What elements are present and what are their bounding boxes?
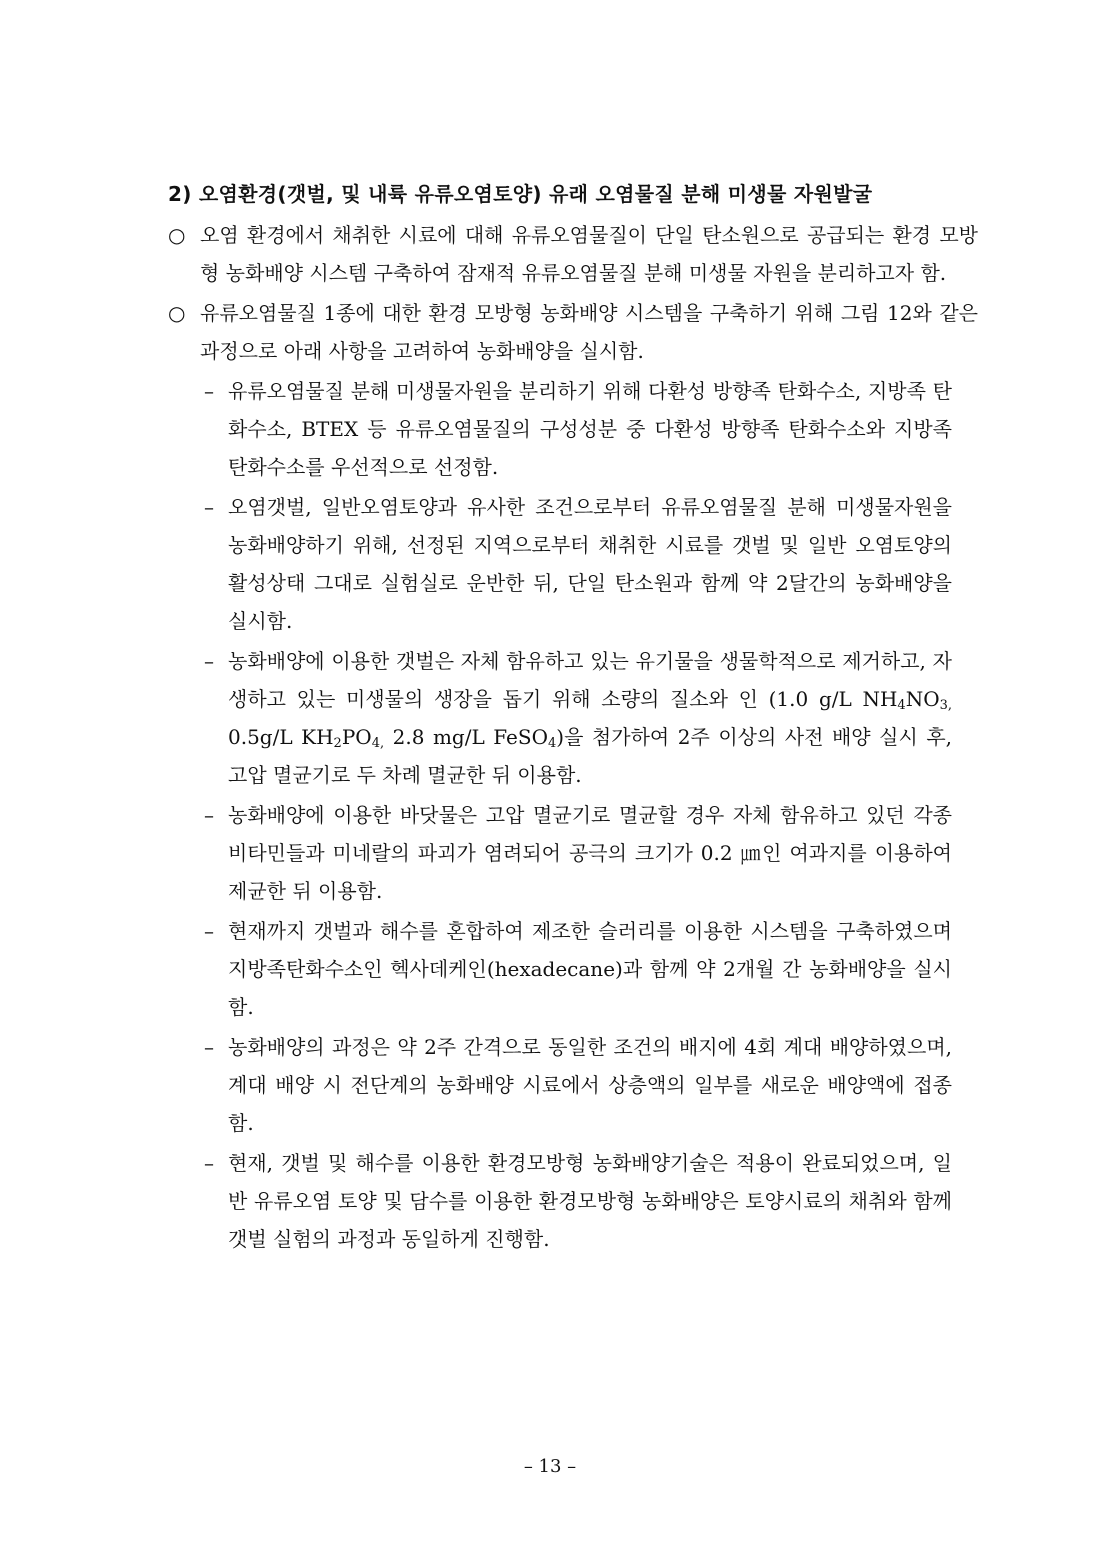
subscript: 2 xyxy=(333,736,342,751)
text-run: 2.8 mg/L FeSO xyxy=(384,725,548,749)
bullet-text: 오염 환경에서 채취한 시료에 대해 유류오염물질이 단일 탄소원으로 공급되는 환경 모방형 농화배양 시스템 구축하여 잠재적 유류오염물질 분해 미생물 자원을 분리하고자 함. xyxy=(200,223,978,285)
sub-item-list xyxy=(204,372,952,1258)
dash-item xyxy=(204,796,952,910)
bullet-item xyxy=(168,216,978,292)
dash-icon: – xyxy=(204,649,214,673)
bullet-text: 유류오염물질 1종에 대한 환경 모방형 농화배양 시스템을 구축하기 위해 그림 12와 같은 과정으로 아래 사항을 고려하여 농화배양을 실시함. xyxy=(200,301,978,363)
text-run: 0.5g/L KH xyxy=(228,725,334,749)
dash-text: 현재, 갯벌 및 해수를 이용한 환경모방형 농화배양기술은 적용이 완료되었으며, 일반 유류오염 토양 및 담수를 이용한 환경모방형 농화배양은 토양시료의 채취와 함께 갯벌 실험의 과정과 동일하게 진행함. xyxy=(228,1151,952,1251)
dash-text: 오염갯벌, 일반오염토양과 유사한 조건으로부터 유류오염물질 분해 미생물자원을 농화배양하기 위해, 선정된 지역으로부터 채취한 시료를 갯벌 및 일반 오염토양의 활성상태 그대로 실험실로 운반한 뒤, 단일 탄소원과 함께 약 2달간의 농화배양을 실시함. xyxy=(228,495,952,633)
dash-icon: – xyxy=(204,1151,214,1175)
text-run: PO xyxy=(341,725,372,749)
subscript: 4 xyxy=(897,698,906,713)
dash-item xyxy=(204,372,952,486)
dash-icon: – xyxy=(204,919,214,943)
circle-bullet-icon: ○ xyxy=(168,223,186,247)
dash-icon: – xyxy=(204,1035,214,1059)
subscript: 3, xyxy=(939,698,952,713)
dash-item xyxy=(204,1144,952,1258)
dash-text: 현재까지 갯벌과 해수를 혼합하여 제조한 슬러리를 이용한 시스템을 구축하였으며 지방족탄화수소인 헥사데케인(hexadecane)과 함께 약 2개월 간 농화배양을 실시함. xyxy=(228,919,952,1019)
dash-item xyxy=(204,642,952,794)
circle-bullet-icon: ○ xyxy=(168,301,186,325)
dash-text: 농화배양에 이용한 바닷물은 고압 멸균기로 멸균할 경우 자체 함유하고 있던 각종 비타민들과 미네랄의 파괴가 염려되어 공극의 크기가 0.2 ㎛인 여과지를 이용하여 제균한 뒤 이용함. xyxy=(228,803,952,903)
dash-icon: – xyxy=(204,379,214,403)
text-run: 농화배양에 이용한 갯벌은 자체 함유하고 있는 유기물을 생물학적으로 제거하고, 자생하고 있는 미생물의 생장을 돕기 위해 소량의 질소와 인 (1.0 g/L NH xyxy=(228,649,952,711)
page-number: – 13 – xyxy=(523,1456,577,1477)
dash-icon: – xyxy=(204,803,214,827)
section-heading: 2) 오염환경(갯벌, 및 내륙 유류오염토양) 유래 오염물질 분해 미생물 자원발굴 xyxy=(168,182,873,206)
dash-item xyxy=(204,488,952,640)
dash-text: 유류오염물질 분해 미생물자원을 분리하기 위해 다환성 방향족 탄화수소, 지방족 탄화수소, BTEX 등 유류오염물질의 구성성분 중 다환성 방향족 탄화수소와 지방족 탄화수소를 우선적으로 선정함. xyxy=(228,379,952,479)
document-body xyxy=(168,176,978,1260)
dash-item xyxy=(204,912,952,1026)
dash-item xyxy=(204,1028,952,1142)
text-run: )을 첨가하여 2주 이상의 사전 배양 실시 후, 고압 멸균기로 두 차례 멸균한 뒤 이용함. xyxy=(228,725,952,787)
subscript: 4 xyxy=(548,736,557,751)
text-run: NO xyxy=(905,687,940,711)
dash-text-chemistry xyxy=(228,642,952,794)
dash-icon: – xyxy=(204,495,214,519)
dash-text: 농화배양의 과정은 약 2주 간격으로 동일한 조건의 배지에 4회 계대 배양하였으며, 계대 배양 시 전단계의 농화배양 시료에서 상층액의 일부를 새로운 배양액에 접종함. xyxy=(228,1035,952,1135)
bullet-item xyxy=(168,294,978,370)
subscript: 4, xyxy=(371,736,385,751)
